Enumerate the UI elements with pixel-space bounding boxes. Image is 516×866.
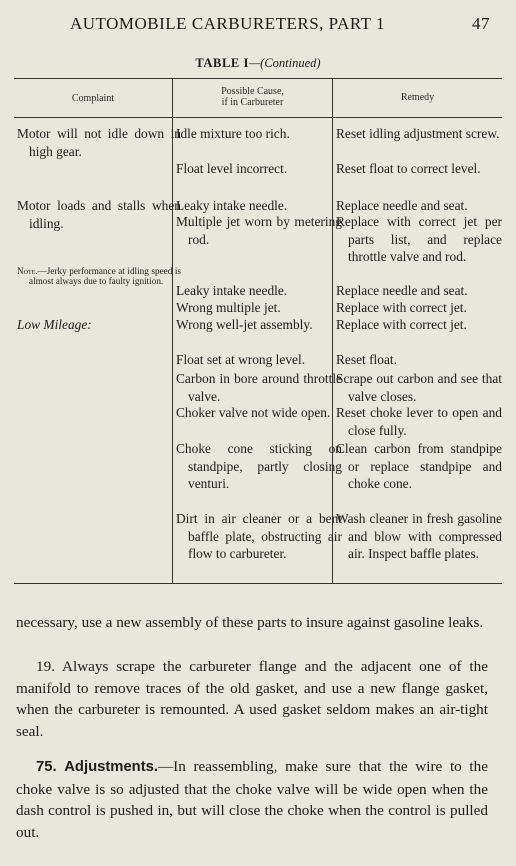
column-header-cause-line: if in Carbureter xyxy=(221,97,284,108)
table-cell-cause: Carbon in bore around throttle valve. xyxy=(176,371,342,404)
table-cell-cause: Float level incorrect. xyxy=(176,161,288,176)
table-cell-complaint: Motor will not idle down in high gear. xyxy=(17,126,181,159)
column-header-complaint: Complaint xyxy=(71,93,115,104)
table-cell-remedy: Reset idling adjustment screw. xyxy=(336,126,500,141)
page-number: 47 xyxy=(472,14,490,33)
table-caption xyxy=(0,56,516,71)
section-text: —In reassembling, make sure that the wire to the choke valve is so adjusted that the choke valve will be wide open when the dash control is pushed in, but will close the choke when the control is pulled out. xyxy=(16,758,488,841)
paragraph-19 xyxy=(16,656,488,742)
table-cell-cause: Leaky intake needle. xyxy=(176,283,288,298)
note-text: —Jerky performance at idling speed is almost always due to faulty ignition. xyxy=(29,266,181,287)
note-label: Note. xyxy=(17,266,38,276)
table-caption-continued: —(Continued) xyxy=(249,56,321,70)
table-cell-cause: Choker valve not wide open. xyxy=(176,405,331,420)
table-cell-complaint: Motor loads and stalls when idling. xyxy=(17,198,181,231)
section-number: 75. xyxy=(36,759,57,775)
table-cell-cause: Leaky intake needle. xyxy=(176,198,288,213)
table-cell-cause: Idle mixture too rich. xyxy=(176,126,290,141)
table-cell-remedy: Clean carbon from standpipe or replace standpipe and choke cone. xyxy=(336,441,502,492)
table-cell-remedy: Reset float to correct level. xyxy=(336,161,481,176)
running-title: AUTOMOBILE CARBURETERS, PART 1 xyxy=(70,14,385,33)
paragraph-text: necessary, use a new assembly of these parts to insure against gasoline leaks. xyxy=(16,614,484,631)
table-bottom-rule xyxy=(14,583,502,584)
table-cell-remedy: Wash cleaner in fresh gasoline and blow with compressed air. Inspect baffle plates. xyxy=(336,511,502,562)
table-header-rule xyxy=(14,117,502,118)
table-cell-cause: Wrong multiple jet. xyxy=(176,300,281,315)
table-cell-remedy: Replace needle and seat. xyxy=(336,283,468,298)
table-caption-label: TABLE I xyxy=(195,56,250,70)
table-cell-cause: Dirt in air cleaner or a bent baffle plate, obstructing air flow to carbureter. xyxy=(176,511,342,562)
table-cell-cause: Float set at wrong level. xyxy=(176,352,306,367)
paragraph-continuation xyxy=(16,612,488,634)
table-cell-complaint: Low Mileage: xyxy=(17,317,92,332)
table-cell-remedy: Scrape out carbon and see that valve closes. xyxy=(336,371,502,404)
paragraph-text: 19. Always scrape the carbureter flange and the adjacent one of the manifold to remove traces of the old gasket, and use a new flange gasket, when the carbureter is remounted. A used gasket seldom makes an air-tight seal. xyxy=(16,658,488,740)
table-top-rule xyxy=(14,78,502,79)
table-cell-cause: Multiple jet worn by metering rod. xyxy=(176,214,342,247)
paragraph-75 xyxy=(16,756,488,843)
column-header-cause xyxy=(173,86,332,108)
section-heading: Adjustments. xyxy=(64,759,158,775)
table-cell-remedy: Replace with correct jet. xyxy=(336,300,467,315)
table-cell-remedy: Reset float. xyxy=(336,352,397,367)
table-cell-cause: Choke cone sticking on standpipe, partly closing venturi. xyxy=(176,441,342,492)
column-header-remedy: Remedy xyxy=(400,92,435,103)
table-cell-remedy: Reset choke lever to open and close fully. xyxy=(336,405,502,438)
column-header-cause-line: Possible Cause, xyxy=(221,86,284,97)
table-cell-remedy: Replace with correct jet per parts list, and replace throttle valve and rod. xyxy=(336,214,502,265)
table-cell-cause: Wrong well-jet assembly. xyxy=(176,317,313,332)
paragraph-text xyxy=(16,756,488,843)
table-cell-remedy: Replace needle and seat. xyxy=(336,198,468,213)
table-note xyxy=(17,266,181,286)
table-cell-remedy: Replace with correct jet. xyxy=(336,317,467,332)
